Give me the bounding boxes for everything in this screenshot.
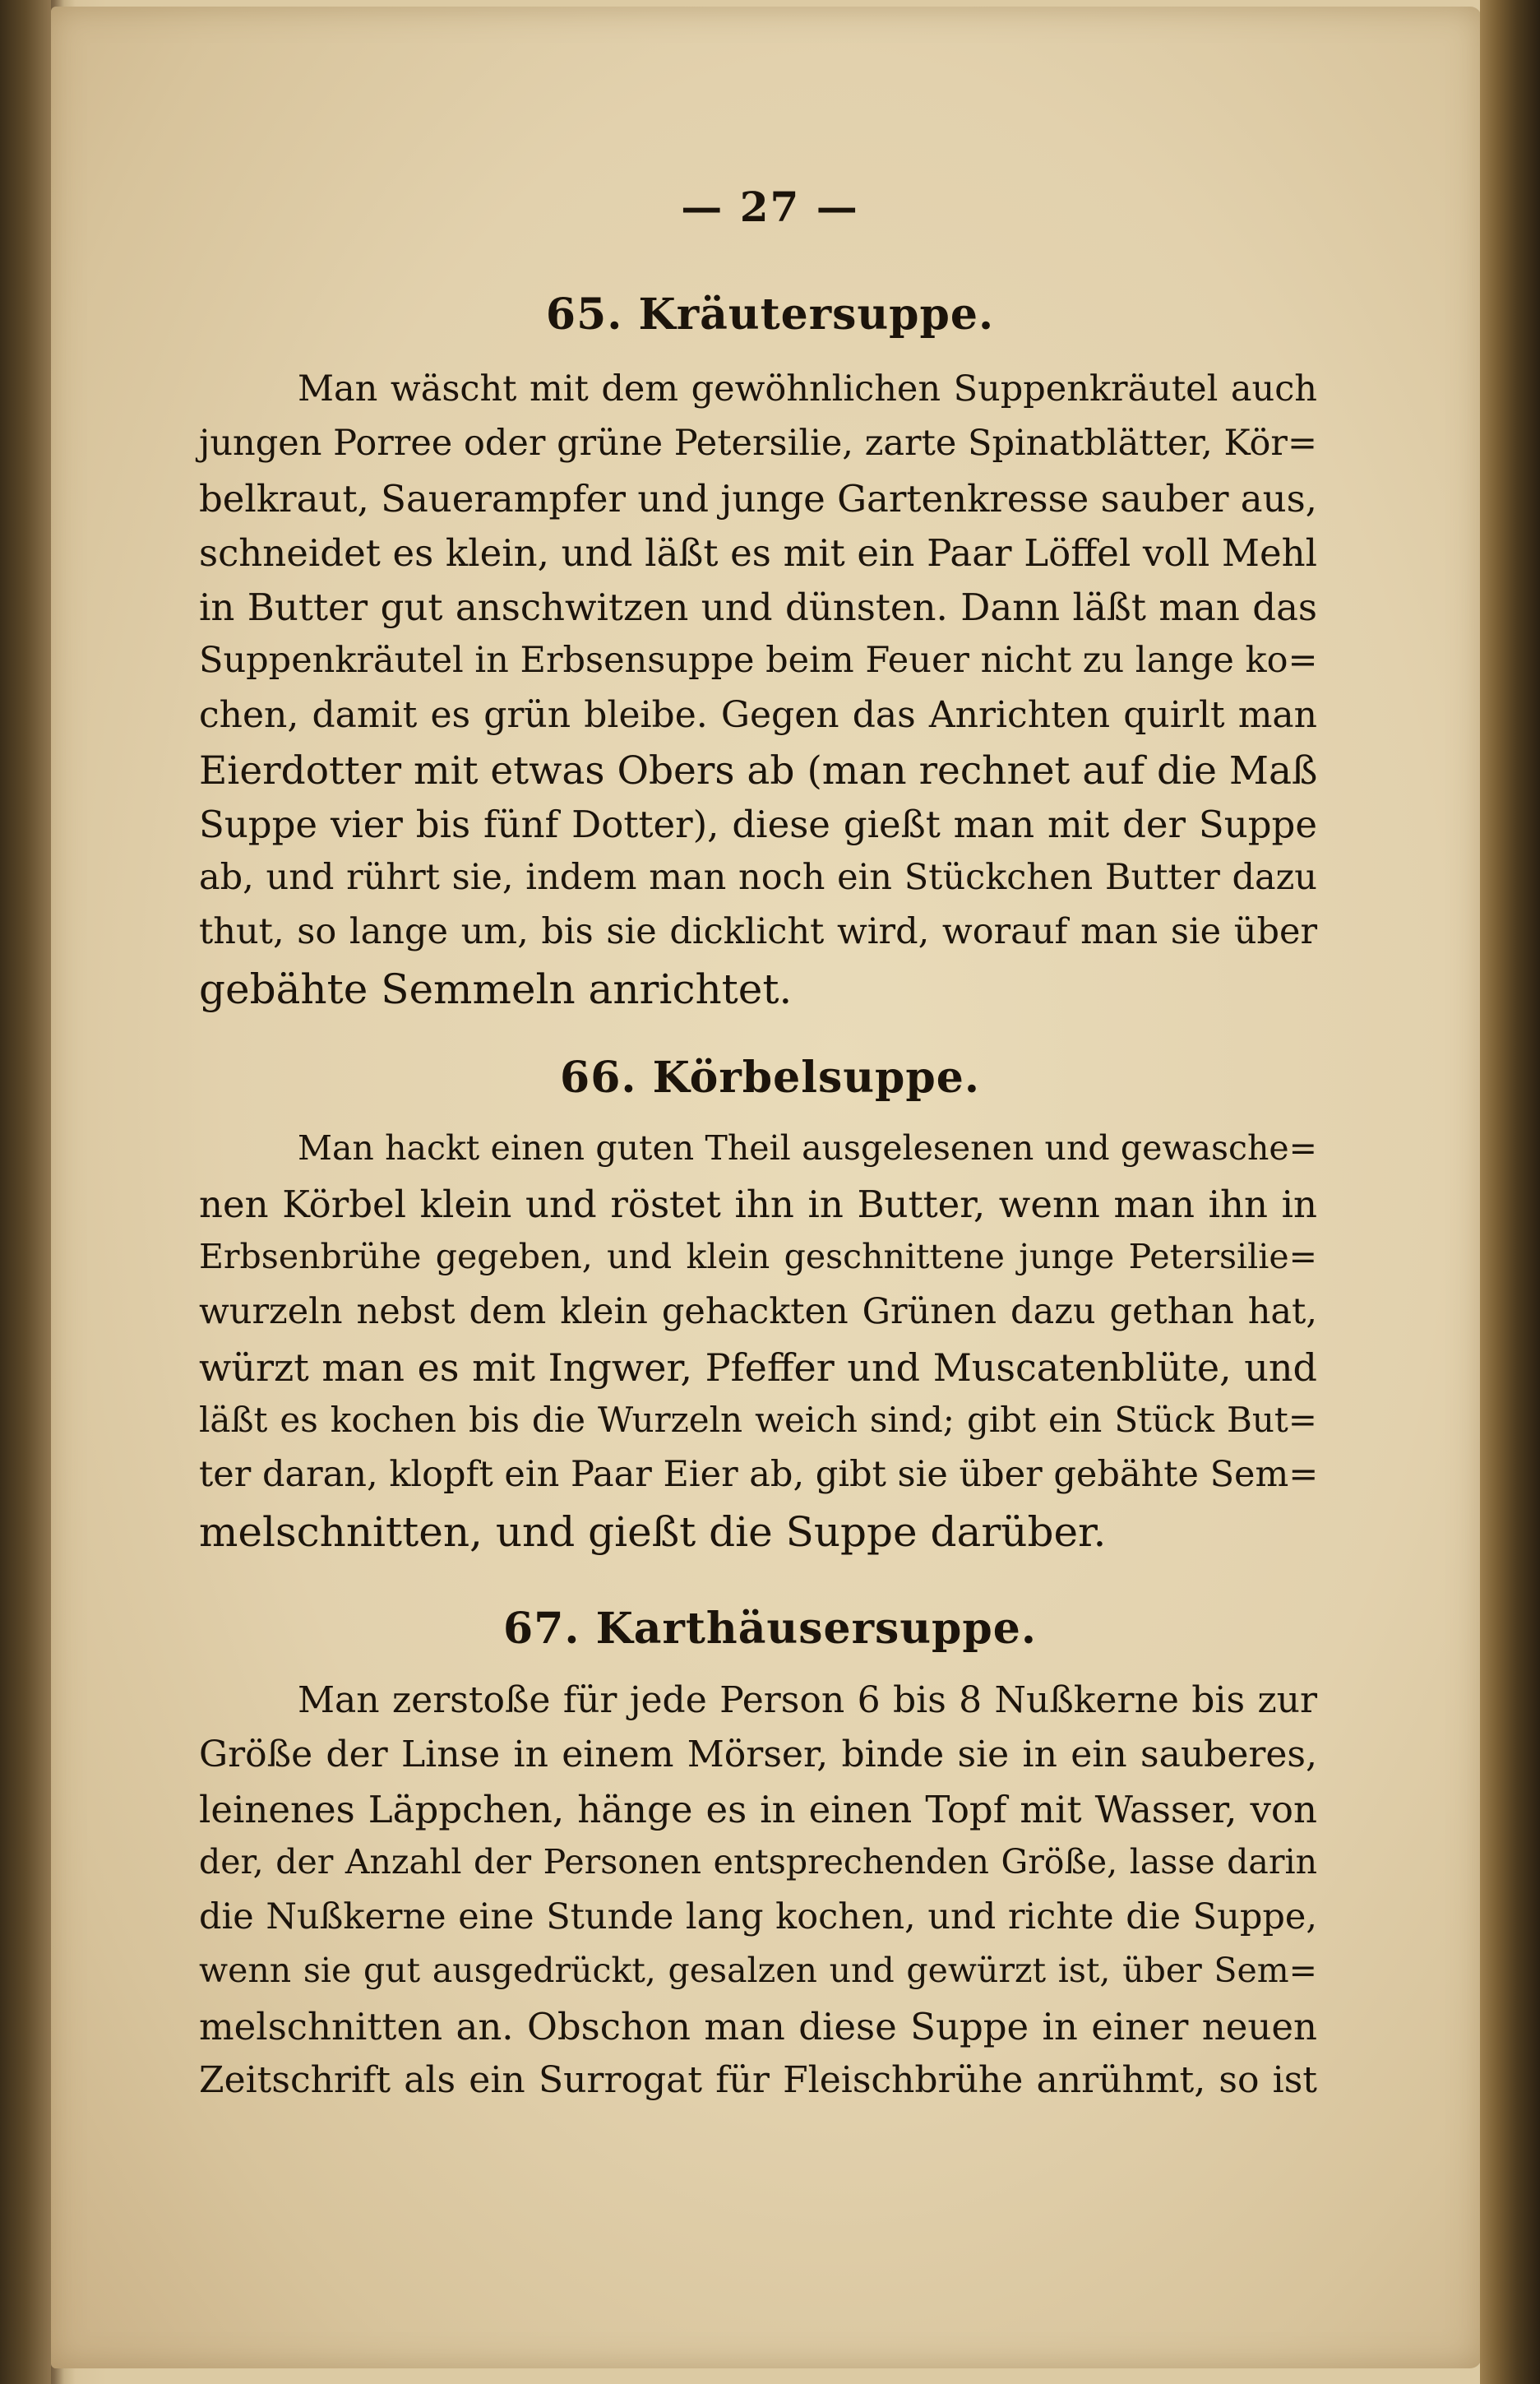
section-heading-66: 66. Körbelsuppe.	[560, 1053, 980, 1103]
facing-page-edge	[0, 0, 51, 2384]
book-page-edge	[1480, 0, 1540, 2384]
section-heading-67: 67. Karthäusersuppe.	[503, 1604, 1037, 1654]
section-heading-65: 65. Kräutersuppe.	[545, 289, 995, 340]
page-number: — 27 —	[681, 183, 859, 231]
